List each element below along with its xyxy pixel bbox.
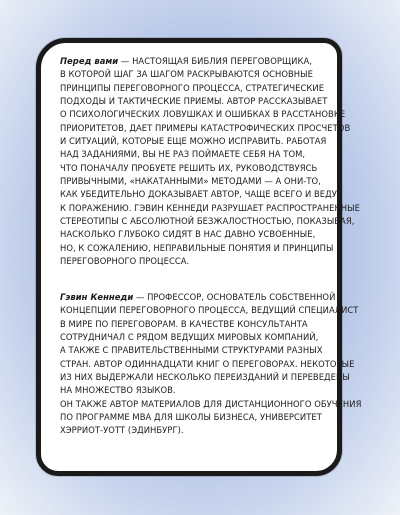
text-line: ХЭРРИОТ-УОТТ (ЭДИНБУРГ). — [60, 425, 184, 436]
lead-phrase: Гэвин Кеннеди — [60, 292, 134, 302]
text-line: И СИТУАЦИЙ, КОТОРЫЕ ЕЩЕ МОЖНО ИСПРАВИТЬ. РАБОТАЯ — [60, 136, 327, 147]
text-line: ПО ПРОГРАММЕ MBA ДЛЯ ШКОЛЫ БИЗНЕСА, УНИВЕРСИТЕТ — [60, 412, 322, 423]
text-line — [60, 55, 360, 68]
text-line: В КОТОРОЙ ШАГ ЗА ШАГОМ РАСКРЫВАЮТСЯ ОСНОВНЫЕ — [60, 69, 313, 80]
text-line: ЧТО ПОНАЧАЛУ ПРОБУЕТЕ РЕШИТЬ ИХ, РУКОВОДСТВУЯСЬ — [60, 162, 318, 173]
text-line: СТЕРЕОТИПЫ С АБСОЛЮТНОЙ БЕЗЖАЛОСТНОСТЬЮ, ПОКАЗЫВАЯ, — [60, 216, 355, 227]
text-line: ИЗ НИХ ВЫДЕРЖАЛИ НЕСКОЛЬКО ПЕРЕИЗДАНИЙ И ПЕРЕВЕДЕНЫ — [60, 372, 350, 383]
text-line — [60, 291, 360, 304]
text-line: СТРАН. АВТОР ОДИННАДЦАТИ КНИГ О ПЕРЕГОВОРАХ. НЕКОТОРЫЕ — [60, 358, 355, 369]
text-line: ПЕРЕГОВОРНОГО ПРОЦЕССА. — [60, 256, 190, 267]
text-line: К ПОРАЖЕНИЮ. ГЭВИН КЕННЕДИ РАЗРУШАЕТ РАСПРОСТРАНЕННЫЕ — [60, 202, 360, 213]
text-line: ПРИВЫЧНЫМИ, «НАКАТАННЫМИ» МЕТОДАМИ — А ОНИ-ТО, — [60, 176, 321, 187]
lead-phrase: Перед вами — [60, 56, 119, 66]
text-line: ПРИНЦИПЫ ПЕРЕГОВОРНОГО ПРОЦЕССА, СТРАТЕГИЧЕСКИЕ — [60, 82, 325, 93]
text-line: НАСКОЛЬКО ГЛУБОКО СИДЯТ В НАС ДАВНО УСВОЕННЫЕ, — [60, 229, 316, 240]
text-line: ОН ТАКЖЕ АВТОР МАТЕРИАЛОВ ДЛЯ ДИСТАНЦИОННОГО ОБУЧЕНИЯ — [60, 398, 362, 409]
text-fragment: — ПРОФЕССОР, ОСНОВАТЕЛЬ СОБСТВЕННОЙ — [133, 292, 336, 302]
text-line: ПРИОРИТЕТОВ, ДАЕТ ПРИМЕРЫ КАТАСТРОФИЧЕСКИХ ПРОСЧЕТОВ — [60, 122, 351, 133]
text-fragment: — НАСТОЯЩАЯ БИБЛИЯ ПЕРЕГОВОРЩИКА, — [118, 56, 312, 66]
text-line: КОНЦЕПЦИИ ПЕРЕГОВОРНОГО ПРОЦЕССА, ВЕДУЩИЙ СПЕЦИАЛИСТ — [60, 305, 359, 316]
text-line: ПОДХОДЫ И ТАКТИЧЕСКИЕ ПРИЕМЫ. АВТОР РАССКАЗЫВАЕТ — [60, 96, 328, 107]
text-line: НАД ЗАДАНИЯМИ, ВЫ НЕ РАЗ ПОЙМАЕТЕ СЕБЯ НА ТОМ, — [60, 149, 306, 160]
text-line: СОТРУДНИЧАЛ С РЯДОМ ВЕДУЩИХ МИРОВЫХ КОМПАНИЙ, — [60, 332, 319, 343]
text-line: А ТАКЖЕ С ПРАВИТЕЛЬСТВЕННЫМИ СТРУКТУРАМИ РАЗНЫХ — [60, 345, 323, 356]
text-line: НО, К СОЖАЛЕНИЮ, НЕПРАВИЛЬНЫЕ ПОНЯТИЯ И ПРИНЦИПЫ — [60, 242, 334, 253]
text-line: О ПСИХОЛОГИЧЕСКИХ ЛОВУШКАХ И ОШИБКАХ В РАССТАНОВКЕ — [60, 109, 346, 120]
text-line: НА МНОЖЕСТВО ЯЗЫКОВ. — [60, 385, 176, 396]
text-line: КАК УБЕДИТЕЛЬНО ДОКАЗЫВАЕТ АВТОР, ЧАЩЕ ВСЕГО И ВЕДУТ — [60, 189, 343, 200]
paragraph-author-bio — [60, 291, 360, 438]
paragraph-book-description — [60, 55, 360, 269]
text-line: В МИРЕ ПО ПЕРЕГОВОРАМ. В КАЧЕСТВЕ КОНСУЛЬТАНТА — [60, 318, 308, 329]
